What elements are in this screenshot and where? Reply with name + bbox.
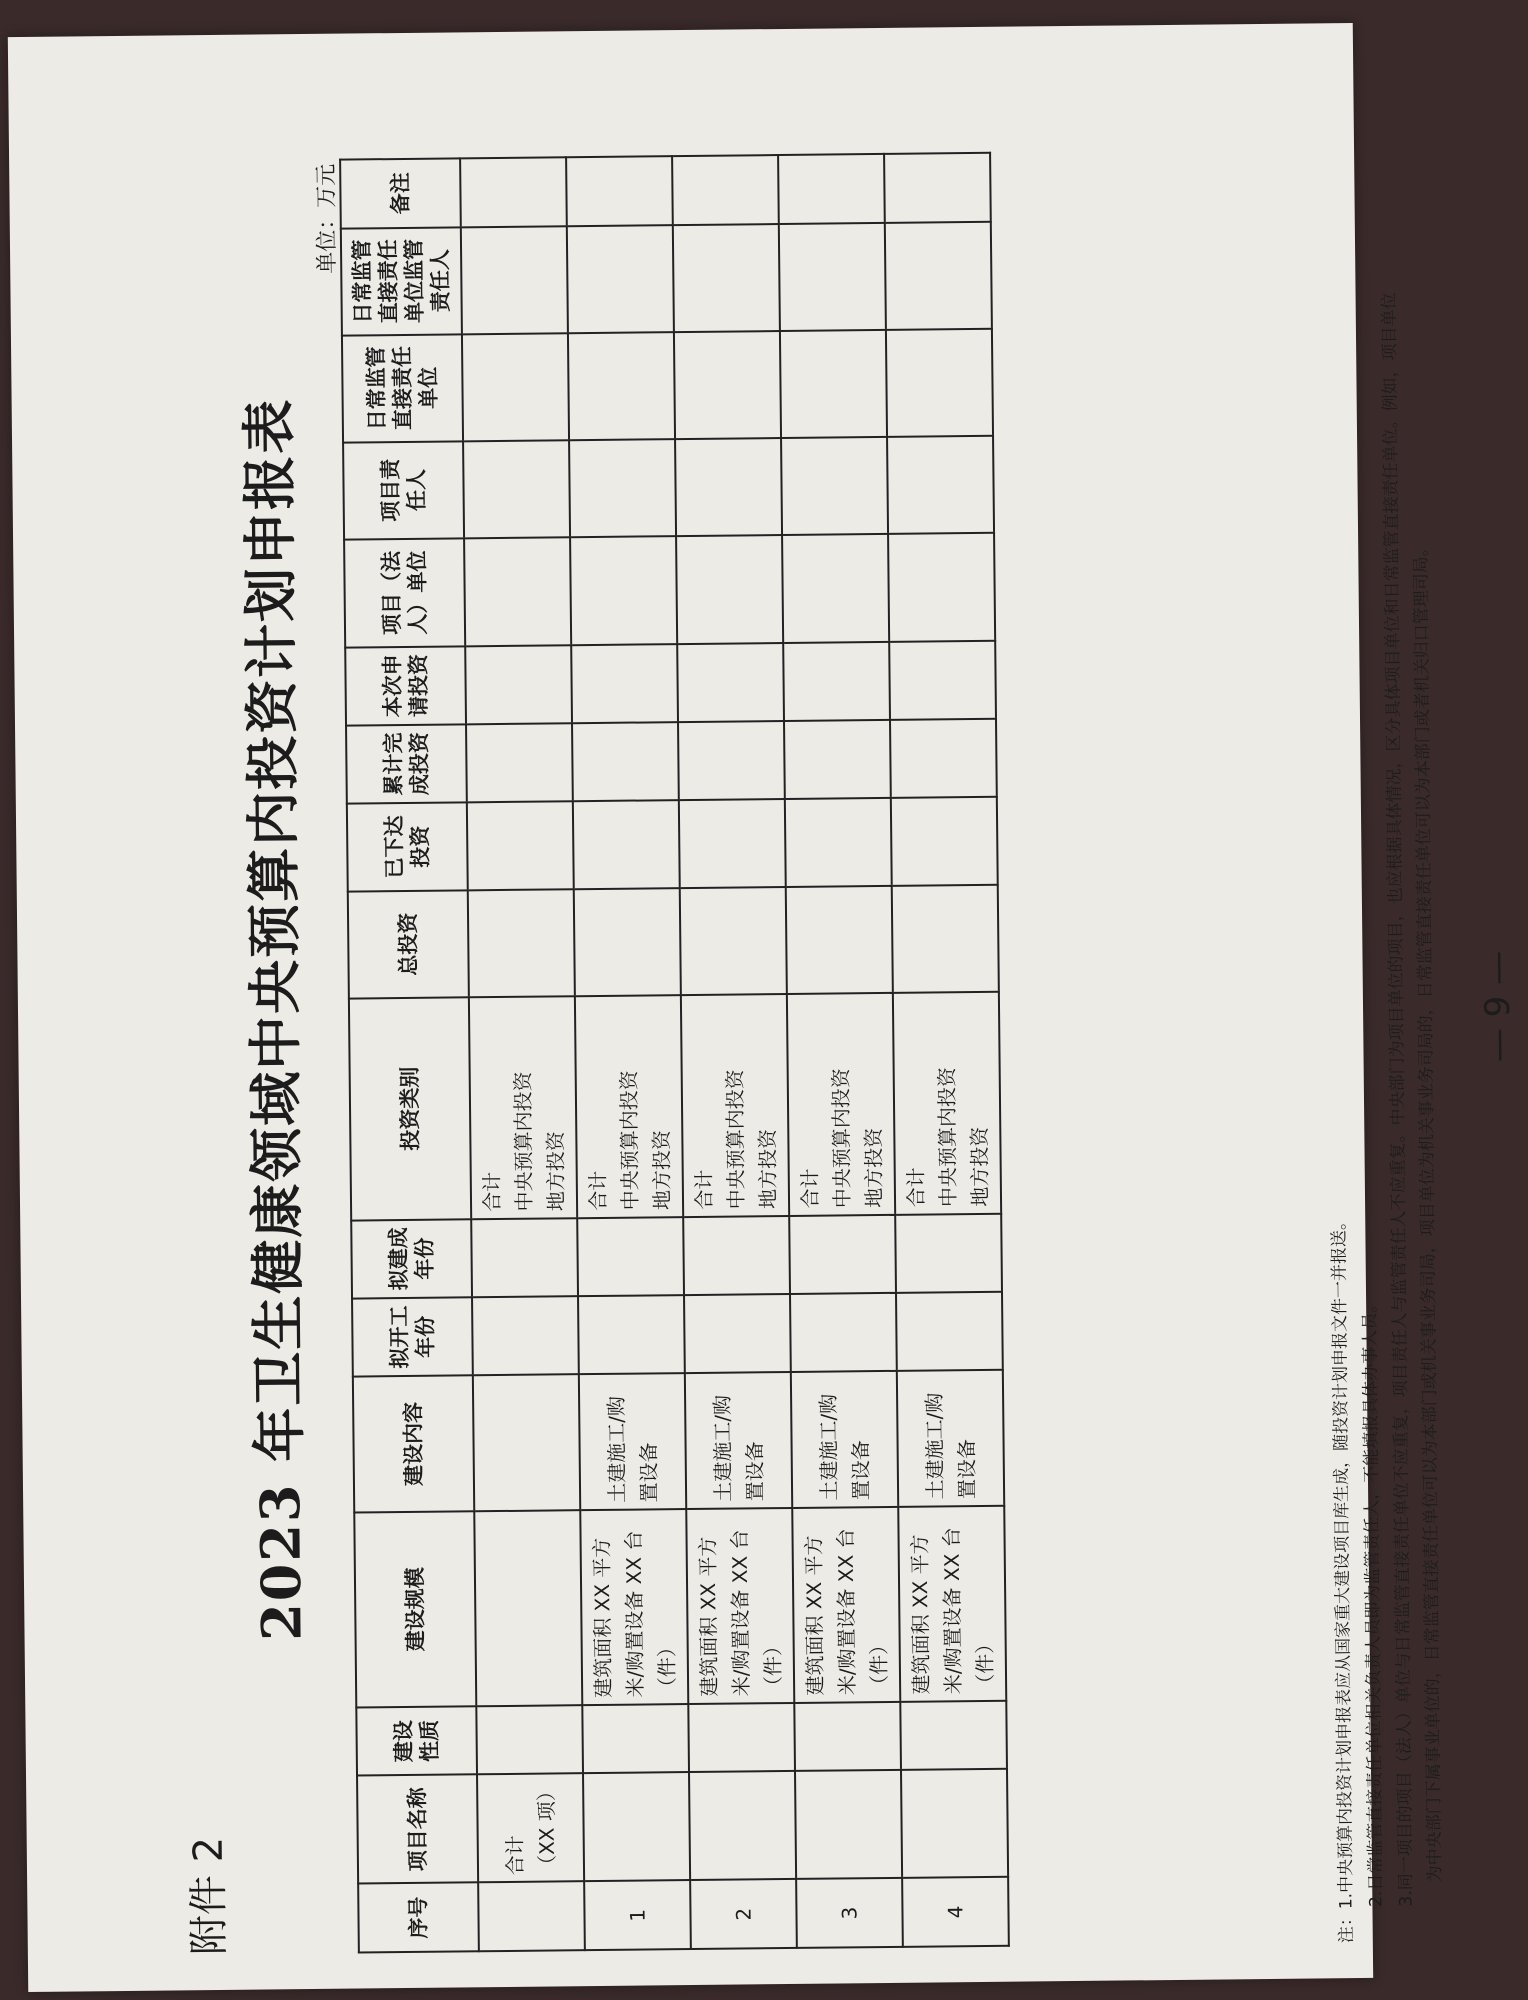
cell-invest-type: 合计 中央预算内投资 地方投资 (469, 996, 577, 1219)
cell-content: 土建施工/购置设备 (897, 1370, 1004, 1507)
col-header: 总投资 (348, 890, 469, 998)
rotated-form (8, 33, 1519, 1997)
form-title: 2023 年卫生健康领域中央预算内投资计划申报表 (236, 397, 314, 1642)
cell-invest-type: 合计 中央预算内投资 地方投资 (787, 993, 895, 1216)
total-label: 合计 (502, 1835, 528, 1876)
footnotes (1314, 142, 1452, 1943)
footnote: 为中央部门下属事业单位的，日常监管直接责任单位可以为本部门或机关事业务司局，项目单位为机关事业务司局的，日常监管直接责任单位可以为本部门或者机关归口管理司局。 (1411, 539, 1446, 1883)
cell-scale: 建筑面积 XX 平方米/购置设备 XX 台（件） (580, 1509, 688, 1705)
table-row (672, 155, 797, 1949)
col-header: 拟建成年份 (351, 1219, 472, 1298)
table-row-total (460, 157, 585, 1951)
table-row (884, 153, 1009, 1947)
col-header: 建设规模 (354, 1511, 476, 1707)
cell-no: 3 (796, 1878, 903, 1948)
col-header: 备注 (340, 158, 461, 228)
cell-scale: 建筑面积 XX 平方米/购置设备 XX 台（件） (686, 1508, 794, 1704)
col-header: 项目责任人 (343, 441, 464, 540)
cell-scale: 建筑面积 XX 平方米/购置设备 XX 台（件） (898, 1506, 1006, 1702)
total-count: （XX 项） (534, 1781, 560, 1876)
col-header: 本次申请投资 (345, 646, 466, 725)
cell-no (478, 1882, 585, 1952)
cell-invest-type: 合计 中央预算内投资 地方投资 (681, 994, 789, 1217)
footnote: 3.同一项目的项目（法人）单位与日常监管直接责任单位不应重复，项目责任人与监管责任人不应重复。中央部门为项目单位的项目，也应根据具体情况，区分具体项目单位和日常监管直接责任单位。例如，项目单位 (1379, 292, 1416, 1907)
col-header: 建设内容 (353, 1375, 474, 1512)
unit-label: 单位：万元 (314, 163, 341, 274)
page-number: — 9 — (1477, 950, 1519, 1063)
col-header: 投资类别 (349, 997, 471, 1220)
investment-plan-table (339, 152, 1010, 1954)
cell-invest-type: 合计 中央预算内投资 地方投资 (893, 991, 1001, 1214)
col-header: 已下达投资 (347, 802, 468, 891)
cell-no: 2 (690, 1879, 797, 1949)
col-header: 项目（法人）单位 (344, 538, 465, 647)
cell-no: 4 (902, 1877, 1009, 1947)
col-header: 序号 (358, 1883, 479, 1953)
col-header: 日常监管直接责任单位 (342, 334, 463, 442)
footnote: 注：1.中央预算内投资计划申报表应从国家重大建设项目库生成，随投资计划申报文件一并报送。 (1329, 1212, 1357, 1944)
table-row (566, 156, 691, 1950)
attachment-label: 附件 2 (185, 1836, 233, 1956)
table-row (778, 154, 903, 1948)
cell-content: 土建施工/购置设备 (579, 1373, 686, 1510)
col-header: 累计完成投资 (346, 724, 467, 803)
cell-scale: 建筑面积 XX 平方米/购置设备 XX 台（件） (792, 1507, 900, 1703)
cell-no: 1 (584, 1880, 691, 1950)
cell-project-name (477, 1774, 584, 1883)
document-page (8, 23, 1519, 1992)
cell-content: 土建施工/购置设备 (791, 1371, 898, 1508)
footnote: 2.日常监管直接责任单位相关负责人员即为监管责任人，不能填报具体办事人员。 (1359, 1295, 1387, 1907)
col-header: 项目名称 (357, 1775, 478, 1884)
cell-content: 土建施工/购置设备 (685, 1372, 792, 1509)
col-header: 拟开工年份 (352, 1297, 473, 1376)
table-header-row (340, 158, 479, 1952)
cell-invest-type: 合计 中央预算内投资 地方投资 (575, 995, 683, 1218)
col-header: 建设性质 (356, 1706, 477, 1776)
col-header: 日常监管直接责任单位监管责任人 (341, 227, 462, 335)
